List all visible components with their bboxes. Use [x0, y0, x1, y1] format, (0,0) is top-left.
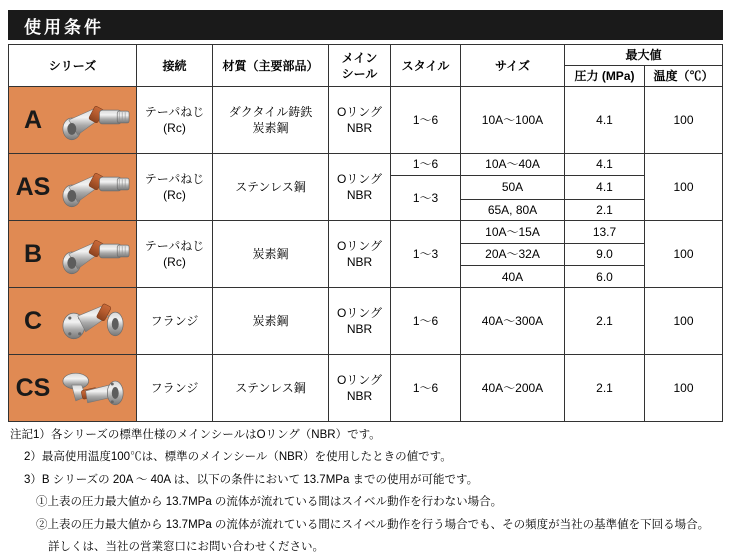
column-header-style: スタイル — [391, 45, 461, 87]
fitting-image-cs — [56, 357, 135, 419]
seal-line1: Oリング — [336, 373, 383, 388]
seal-cell — [329, 221, 391, 288]
material-cell — [213, 87, 329, 154]
seal-cell — [329, 288, 391, 355]
size-cell: 40A～200A — [461, 355, 565, 422]
connection-cell — [137, 87, 213, 154]
material-cell: ステンレス鋼 — [213, 355, 329, 422]
table-row — [9, 355, 723, 422]
connection-line2: (Rc) — [163, 121, 186, 136]
seal-cell — [329, 87, 391, 154]
temperature-cell: 100 — [645, 288, 723, 355]
size-cell: 10A～40A — [461, 154, 565, 175]
series-cell-a — [9, 87, 137, 154]
fitting-image-c — [56, 290, 135, 352]
pressure-cell: 4.1 — [565, 175, 645, 200]
series-label: CS — [15, 373, 51, 402]
series-label: A — [23, 105, 43, 134]
seal-line2: NBR — [346, 389, 373, 404]
note-line-2: 2）最高使用温度100℃は、標準のメインシール（NBR）を使用したときの値です。 — [24, 451, 452, 464]
pressure-cell: 2.1 — [565, 355, 645, 422]
size-cell: 40A — [461, 266, 565, 288]
seal-line2: NBR — [346, 188, 373, 203]
fitting-image-b — [56, 223, 135, 285]
pressure-cell: 2.1 — [565, 288, 645, 355]
seal-line1: Oリング — [336, 105, 383, 120]
pressure-cell: 13.7 — [565, 221, 645, 243]
series-cell-c — [9, 288, 137, 355]
material-cell: ステンレス鋼 — [213, 154, 329, 221]
fitting-image-a — [56, 89, 135, 151]
table-header-row-1 — [9, 45, 723, 66]
page-title: 使用条件 — [24, 17, 104, 37]
size-cell: 40A～300A — [461, 288, 565, 355]
style-cell: 1～6 — [391, 87, 461, 154]
material-cell: 炭素鋼 — [213, 221, 329, 288]
column-header-seal — [329, 45, 391, 87]
seal-line1: Oリング — [336, 239, 383, 254]
column-header-series: シリーズ — [9, 45, 137, 87]
size-cell: 10A～100A — [461, 87, 565, 154]
note-line-4: ①上表の圧力最大値から 13.7MPa の流体が流れている間はスイベル動作を行わない場合。 — [36, 496, 503, 509]
style-cell: 1～6 — [391, 154, 461, 175]
table-row — [9, 87, 723, 154]
column-header-pressure: 圧力 (MPa) — [565, 66, 645, 87]
connection-cell — [137, 221, 213, 288]
section-title-bar — [8, 10, 723, 40]
pressure-cell: 4.1 — [565, 154, 645, 175]
size-cell: 65A, 80A — [461, 200, 565, 221]
style-cell: 1～6 — [391, 355, 461, 422]
material-cell: 炭素鋼 — [213, 288, 329, 355]
column-header-seal-line2: シール — [341, 66, 378, 81]
column-header-connection: 接続 — [137, 45, 213, 87]
temperature-cell: 100 — [645, 355, 723, 422]
connection-cell: フランジ — [137, 288, 213, 355]
note-line-6: 詳しくは、当社の営業窓口にお問い合わせください。 — [48, 541, 324, 554]
temperature-cell: 100 — [645, 221, 723, 288]
material-line1: ダクタイル鋳鉄 — [228, 105, 313, 120]
specifications-table — [8, 44, 723, 422]
fitting-image-as — [56, 156, 135, 218]
style-cell: 1～3 — [391, 221, 461, 288]
connection-cell — [137, 154, 213, 221]
connection-line1: テーパねじ — [144, 105, 205, 120]
column-header-temperature: 温度（℃） — [645, 66, 723, 87]
series-cell-cs — [9, 355, 137, 422]
size-cell: 50A — [461, 175, 565, 200]
series-label: B — [23, 239, 43, 268]
table-row — [9, 154, 723, 175]
connection-line2: (Rc) — [163, 255, 186, 270]
series-cell-as — [9, 154, 137, 221]
table-row — [9, 221, 723, 243]
material-line2: 炭素鋼 — [252, 121, 289, 136]
column-header-size: サイズ — [461, 45, 565, 87]
column-header-max: 最大値 — [565, 45, 723, 66]
seal-line2: NBR — [346, 121, 373, 136]
temperature-cell: 100 — [645, 154, 723, 221]
notes-block — [10, 424, 722, 559]
seal-line1: Oリング — [336, 306, 383, 321]
connection-cell: フランジ — [137, 355, 213, 422]
connection-line1: テーパねじ — [144, 172, 205, 187]
series-cell-b — [9, 221, 137, 288]
series-label: AS — [15, 172, 51, 201]
size-cell: 10A～15A — [461, 221, 565, 243]
series-label: C — [23, 306, 43, 335]
seal-line1: Oリング — [336, 172, 383, 187]
seal-cell — [329, 154, 391, 221]
table-row — [9, 288, 723, 355]
temperature-cell: 100 — [645, 87, 723, 154]
column-header-seal-line1: メイン — [341, 50, 378, 65]
pressure-cell: 6.0 — [565, 266, 645, 288]
pressure-cell: 4.1 — [565, 87, 645, 154]
seal-line2: NBR — [346, 255, 373, 270]
style-cell: 1～3 — [391, 175, 461, 221]
column-header-material: 材質（主要部品） — [213, 45, 329, 87]
pressure-cell: 9.0 — [565, 243, 645, 265]
connection-line1: テーパねじ — [144, 239, 205, 254]
seal-cell — [329, 355, 391, 422]
style-cell: 1～6 — [391, 288, 461, 355]
pressure-cell: 2.1 — [565, 200, 645, 221]
connection-line2: (Rc) — [163, 188, 186, 203]
seal-line2: NBR — [346, 322, 373, 337]
size-cell: 20A～32A — [461, 243, 565, 265]
note-line-3: 3）B シリーズの 20A ～ 40A は、以下の条件において 13.7MPa までの使用が可能です。 — [24, 473, 479, 486]
note-line-1: 注記1）各シリーズの標準仕様のメインシールはOリング（NBR）です。 — [10, 429, 381, 441]
note-line-5: ②上表の圧力最大値から 13.7MPa の流体が流れている間にスイベル動作を行う場合でも、その頻度が当社の基準値を下回る場合。 — [36, 518, 710, 531]
